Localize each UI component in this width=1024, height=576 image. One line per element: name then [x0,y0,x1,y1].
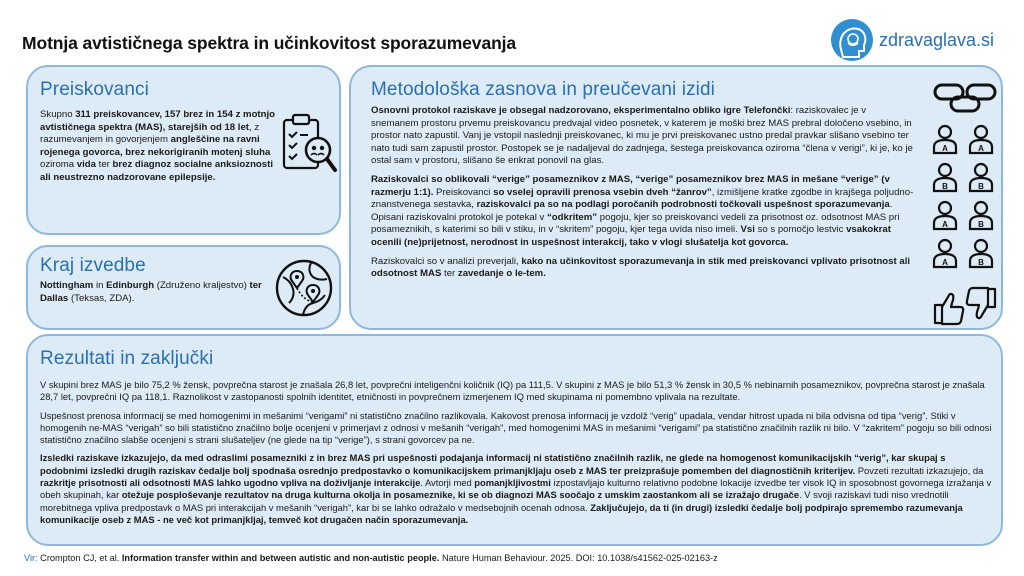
methods-illustration [929,77,1001,332]
results-card [26,334,1003,546]
site-logo[interactable] [831,18,994,62]
participants-card [26,65,341,235]
checklist-magnifier-icon [280,112,338,185]
logo-text: zdravaglava.si [878,29,994,50]
methods-heading: Metodološka zasnova in preučevani izidi [371,79,715,100]
methods-paragraph-3: Raziskovalci so v analizi preverjali, kako na učinkovitost sporazumevanja in stik med preiskovanci vplivato prisotnost ali odsotnost MAS ter zavedanje o le-tem. [371,255,911,280]
methods-paragraph-2: Raziskovalci so oblikovali “verige” posameznikov z MAS, “verige” posameznikov brez MAS in mešane “verige” (v razmerju 1:1). Preiskovanci so vselej opravili prenosa vsebin dveh “žanrov”, izmišljene kratke zgodbe in krajšega poljudno-znanstvenega sestavka, raziskovalci pa so na podlagi poročanih podrobnosti točkovali uspešnost sporazumevanja. Opisani raziskovalni protokol je potekal v “odkritem” pogoju, kjer so preiskovanci vedeli za prisotnost oz. odsotnost MAS pri posameznikih, s katerimi so bili v stiku, in v “skritem” pogoju, kjer tega uvida niso imeli. Vsi so s pomočjo lestvic vsakokrat ocenili (ne)prijetnost, nerodnost in uspešnost interakcij, tako v vlogi slušatelja kot govorca. [371,173,914,248]
location-heading: Kraj izvedbe [40,255,146,276]
svg-text:A: A [942,144,948,153]
thumbs-up-icon [935,294,963,324]
results-paragraph-1: V skupini brez MAS je bilo 75,2 % žensk, povprečna starost je znašala 26,8 let, povprečni inteligenčni količnik (IQ) pa 111,5. V skupini z MAS je bilo 51,3 % žensk in 30,5 % nebinarnih posameznikov, povprečna starost je znašala 28,7 let, povprečni IQ pa 118,1. Raznolikost v zastopanosti spolnih identitet, etničnosti in povprečnem izmerjenem IQ med skupinama ni pomembno vplivala na rezultate. [40,379,985,403]
source-citation: Vir: Crompton CJ, et al. Information transfer within and between autistic and non-autistic people. Nature Human Behaviour. 2025. DOI: 10.1038/s41562-025-02163-z [24,553,718,563]
participants-heading: Preiskovanci [40,79,149,100]
thumbs-down-icon [967,288,995,318]
participants-text: Skupno 311 preiskovancev, 157 brez in 154 z motnjo avtističnega spektra (MAS), starejših od 18 let, z razumevanjem in govorjenjem angleščine na ravni rojenega govorca, brez nekorigiranih motenj sluha oziroma vida ter brez diagnoz socialne anksioznosti ali neustrezno nadzorovane epilepsije. [40,109,276,183]
globe-location-icon [273,257,335,324]
svg-text:A: A [942,258,948,267]
page-title: Motnja avtističnega spektra in učinkovitost sporazumevanja [22,33,517,53]
location-card [26,245,341,330]
results-paragraph-3: Izsledki raziskave izkazujejo, da med odraslimi posamezniki z in brez MAS pri uspešnosti podajanja informacij ni statistično značilnih razlik, ne glede na homogenost komunikacijskih “verig”, kar skupaj s podobnimi izsledki drugih raziskav čedalje bolj spodnaša osrednjo predpostavko o komunikacijskem primanjkljaju oseb z MAS ter preizprašuje pomemben del diagnostičnih kriterijev. Povzeti rezultati izkazujejo, da razkritje prisotnosti ali odsotnosti MAS lahko ugodno vpliva na doživljanje interakcije. Avtorji med pomanjkljivostmi izpostavljajo kulturno relativno podobne lokacije izvedbe ter visok IQ in sposobnost govornega izražanja v obeh skupinah, kar otežuje posploševanje rezultatov na druga kulturna okolja in posameznike, ki se ob diagnozi MAS soočajo z umskim zaostankom ali se izražajo drugače. V svoji raziskavi tudi niso vrednotili morebitnega vpliva predpostavk o MAS pri interakcijah v mešanih “verigah”, kar bi se lahko odražalo v medsebojnih ocenah odnosa. Zaključujejo, da ti (in drugi) izsledki čedalje bolj podpirajo spremembo razumevanja komunikacije oseb z MAS - ne več kot primanjkljaj, temveč kot drugačen način sporazumevanja. [40,452,992,525]
svg-text:B: B [978,258,984,267]
chain-link-icon [935,85,995,111]
location-text: Nottingham in Edinburgh (Združeno kraljestvo) ter Dallas (Teksas, ZDA). [40,280,262,304]
svg-text:A: A [978,144,984,153]
results-paragraph-2: Uspešnost prenosa informacij se med homogenimi in mešanimi “verigami” ni statistično značilno razlikovala. Kakovost prenosa informacij je vzdolž “verig” upadala, vendar hitrost upada ni bila odvisna od tipa “verig”. Stiki v homogenih ne-MAS “verigah” so bili statistično značilno bolje ocenjeni v primerjavi z odnosi v mešanih “verigah”, med homogenimi MAS in mešanimi “verigami” pa statistično značilnih razlik ni bilo. V “zakritem” pogoju so bili odnosi statistično značilno slabše ocenjeni s strani slušateljev (ne glede na tip “verige”), s strani govorcev pa ne. [40,409,992,446]
head-logo-icon [831,19,873,61]
methods-paragraph-1: Osnovni protokol raziskave je obsegal nadzorovano, eksperimentalno obliko igre Telefončki: raziskovalec je v snemanem prostoru prvemu preiskovancu predvajal video posnetek, v katerem je moški brez MAS prebral določeno vsebino, in prostor nato zapustil. Vanj je vstopil naslednji preiskovanec, ki mu je prvi preiskovanec ustno predal pravkar slišano vsebino ter nato tudi sam zapustil prostor. Postopek se je nadaljeval do zadnjega, šestega preiskovanca oziroma “člena v verigi”, ki je, ko je ostal sam v prostoru, slišano še enkrat ponovil na glas. [371,105,913,167]
methods-card [349,65,1003,330]
svg-text:B: B [978,182,984,191]
results-heading: Rezultati in zaključki [40,348,214,369]
svg-text:B: B [978,220,984,229]
svg-text:A: A [942,220,948,229]
svg-text:B: B [942,182,948,191]
